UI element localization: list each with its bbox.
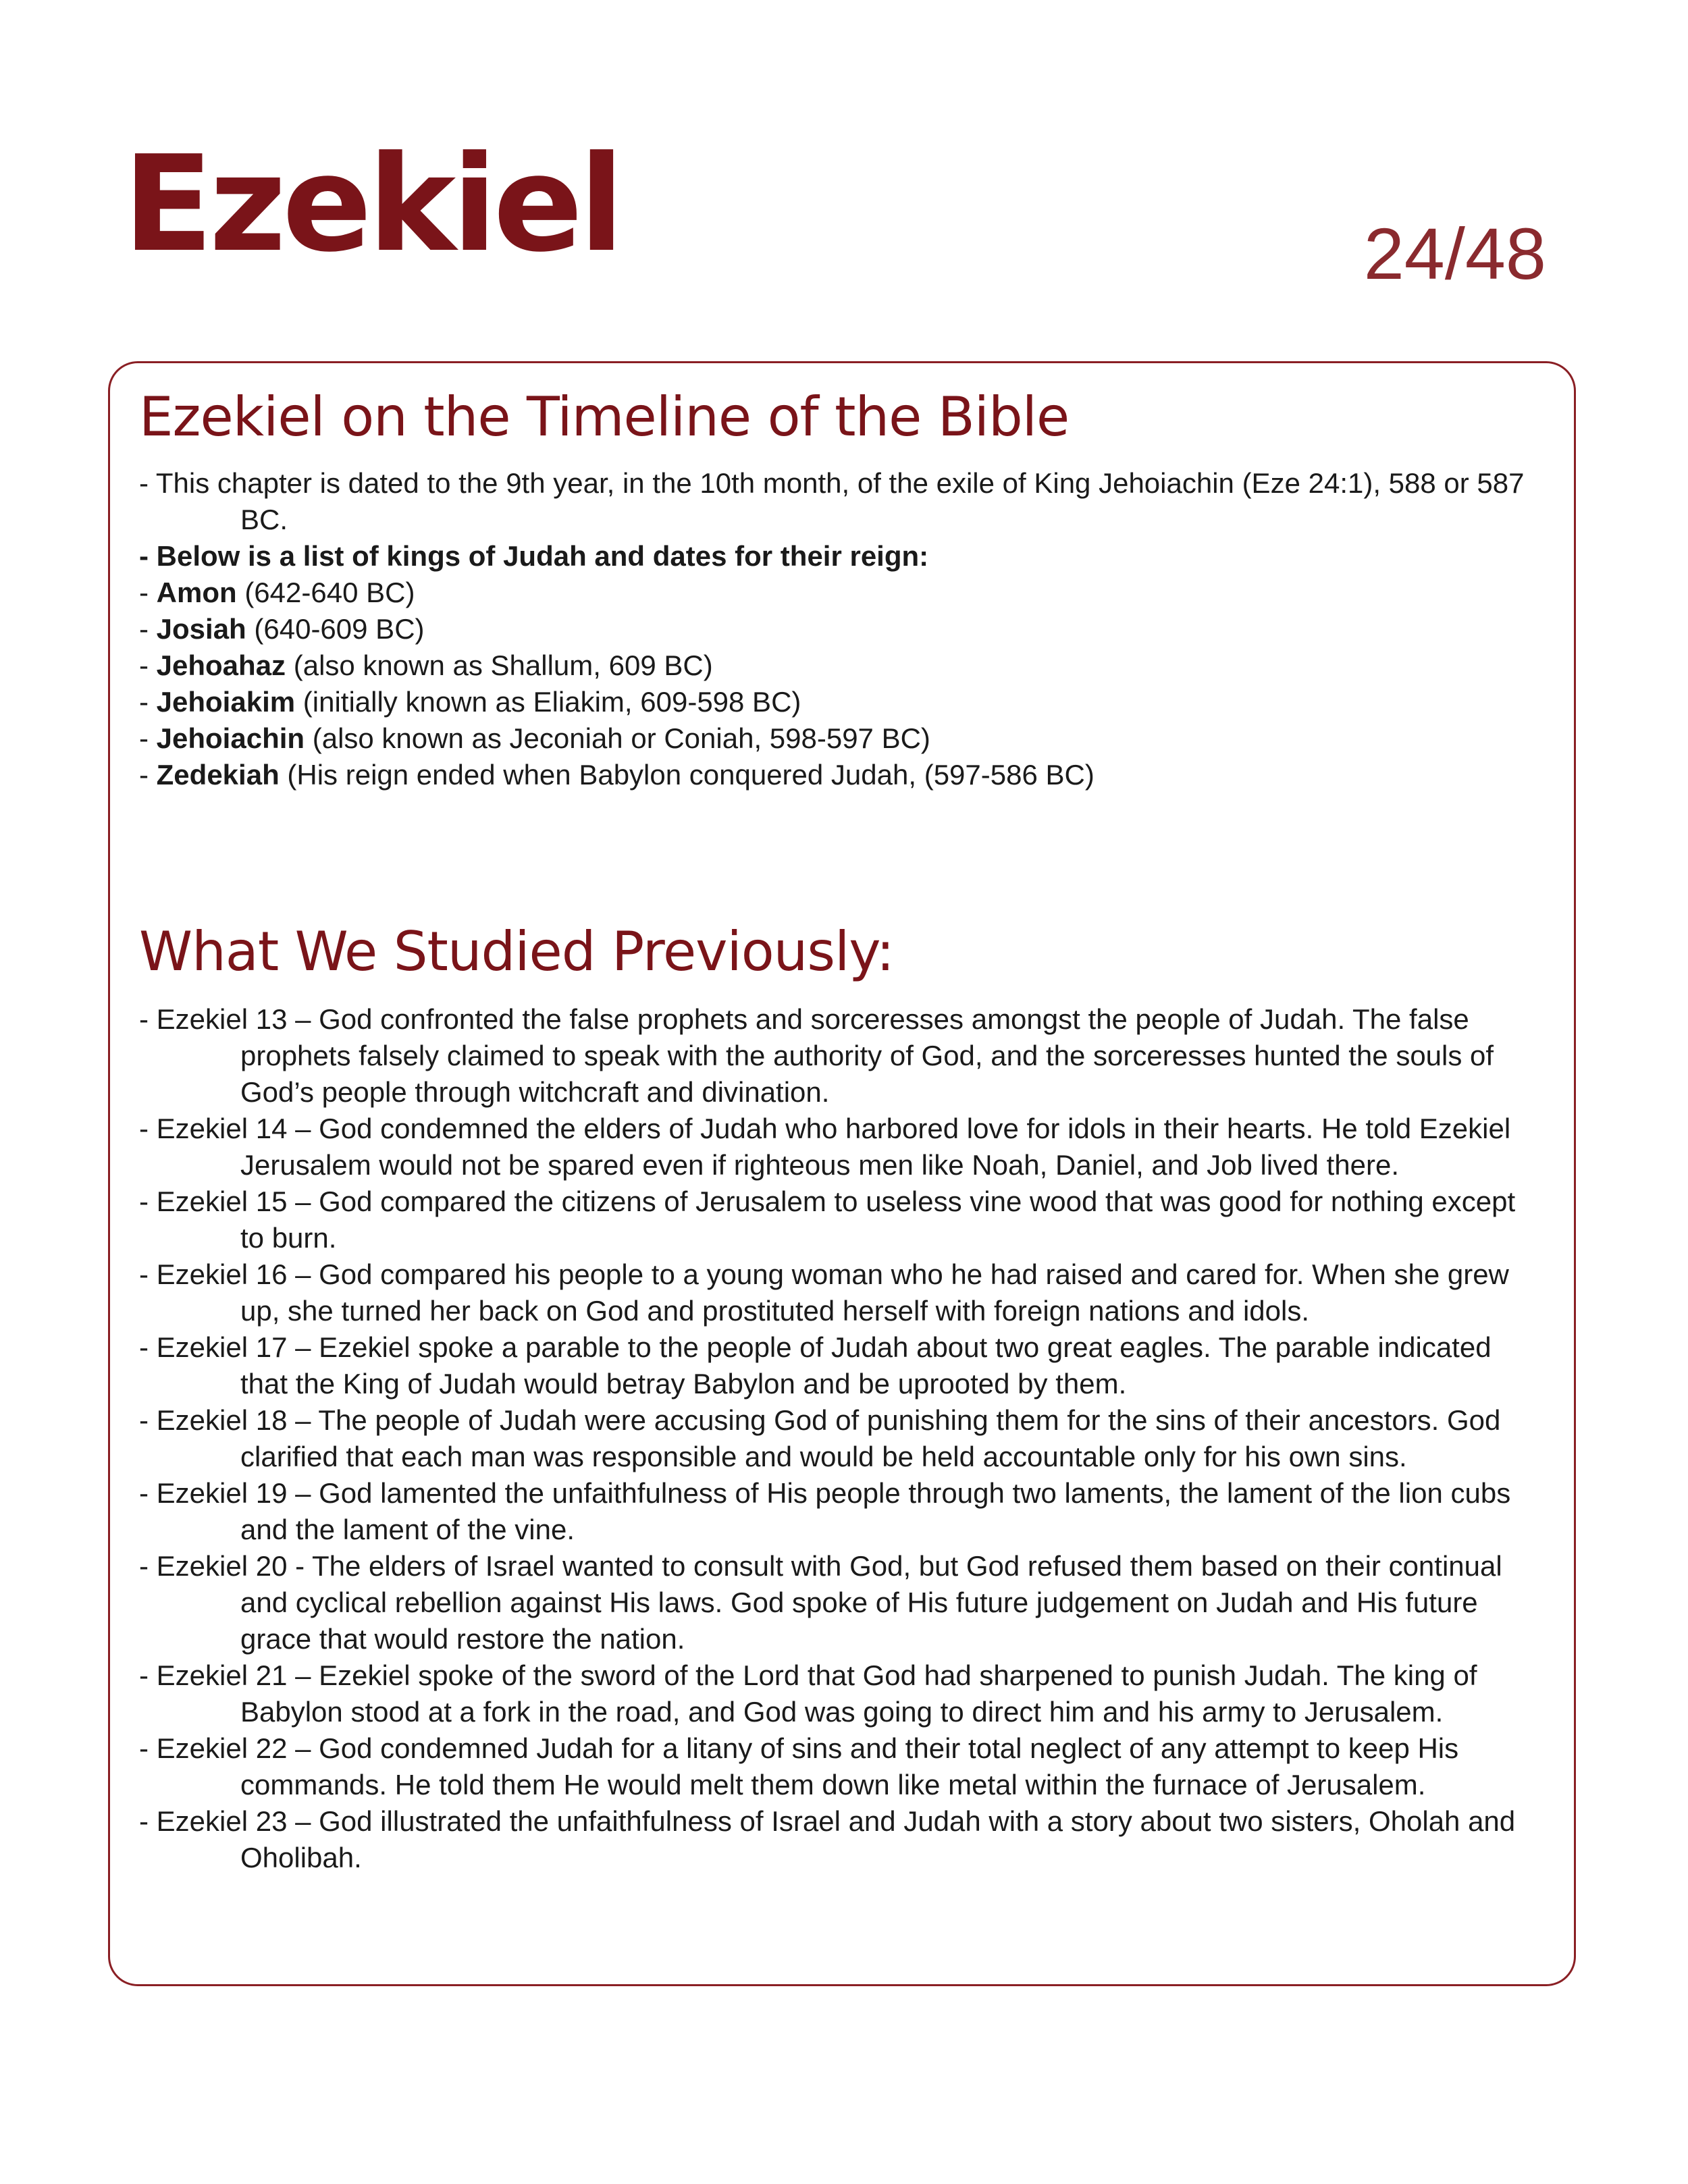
- list-item: - Ezekiel 19 – God lamented the unfaithfulness of His people through two laments, the lament of the lion cubs and the lament of the vine.: [139, 1477, 1511, 1545]
- king-prefix: -: [139, 759, 157, 791]
- king-prefix: -: [139, 649, 157, 681]
- king-prefix: -: [139, 613, 157, 645]
- list-item: - Ezekiel 21 – Ezekiel spoke of the sword of the Lord that God had sharpened to punish Judah. The king of Babylon stood at a fork in the road, and God was going to direct him and his army to Jerusalem.: [139, 1659, 1477, 1728]
- page-title: Ezekiel: [123, 128, 621, 282]
- king-name: Jehoiachin: [156, 722, 305, 754]
- king-item: [139, 720, 1544, 757]
- king-item: [139, 647, 1544, 684]
- king-name: Amon: [156, 577, 237, 608]
- list-item: - Ezekiel 23 – God illustrated the unfaithfulness of Israel and Judah with a story about two sisters, Oholah and Oholibah.: [139, 1805, 1516, 1873]
- king-item: [139, 575, 1544, 611]
- king-name: Jehoiakim: [156, 686, 296, 718]
- timeline-heading: Ezekiel on the Timeline of the Bible: [139, 385, 1070, 448]
- king-detail: (initially known as Eliakim, 609-598 BC): [295, 686, 801, 718]
- king-item: [139, 611, 1544, 647]
- list-item: - Ezekiel 15 – God compared the citizens of Jerusalem to useless vine wood that was good for nothing except to burn.: [139, 1186, 1516, 1254]
- timeline-intro: - This chapter is dated to the 9th year, in the 10th month, of the exile of King Jehoiachin (Eze 24:1), 588 or 587 BC.: [139, 467, 1525, 535]
- king-detail: (640-609 BC): [246, 613, 425, 645]
- king-name: Josiah: [156, 613, 246, 645]
- list-item: - Ezekiel 14 – God condemned the elders of Judah who harbored love for idols in their hearts. He told Ezekiel Jerusalem would not be spared even if righteous men like Noah, Daniel, and Job lived there.: [139, 1113, 1511, 1181]
- king-detail: (also known as Shallum, 609 BC): [286, 649, 713, 681]
- king-prefix: -: [139, 686, 157, 718]
- king-detail: (His reign ended when Babylon conquered Judah, (597-586 BC): [279, 759, 1094, 791]
- list-item: - Ezekiel 18 – The people of Judah were accusing God of punishing them for the sins of their ancestors. God clarified that each man was responsible and would be held accountable only for his own sins.: [139, 1404, 1501, 1472]
- king-detail: (642-640 BC): [236, 577, 415, 608]
- previous-list: [139, 1001, 1544, 1876]
- list-item: - Ezekiel 13 – God confronted the false prophets and sorceresses amongst the people of Judah. The false prophets falsely claimed to speak with the authority of God, and the sorceresses hunted the souls of God’s people through witchcraft and divination.: [139, 1003, 1494, 1108]
- list-item: - Ezekiel 20 - The elders of Israel wanted to consult with God, but God refused them based on their continual and cyclical rebellion against His laws. God spoke of His future judgement on Judah and His future grace that would restore the nation.: [139, 1550, 1502, 1655]
- king-detail: (also known as Jeconiah or Coniah, 598-597 BC): [305, 722, 930, 754]
- kings-list-heading: - Below is a list of kings of Judah and dates for their reign:: [139, 540, 929, 572]
- king-prefix: -: [139, 577, 157, 608]
- page-number: 24/48: [1363, 213, 1546, 294]
- king-prefix: -: [139, 722, 157, 754]
- list-item: - Ezekiel 22 – God condemned Judah for a litany of sins and their total neglect of any attempt to keep His commands. He told them He would melt them down like metal within the furnace of Jerusalem.: [139, 1732, 1459, 1801]
- king-item: [139, 757, 1544, 793]
- list-item: - Ezekiel 16 – God compared his people to a young woman who he had raised and cared for. When she grew up, she turned her back on God and prostituted herself with foreign nations and idols.: [139, 1258, 1509, 1327]
- king-item: [139, 684, 1544, 720]
- list-item: - Ezekiel 17 – Ezekiel spoke a parable to the people of Judah about two great eagles. The parable indicated that the King of Judah would betray Babylon and be uprooted by them.: [139, 1331, 1492, 1400]
- timeline-list: [139, 465, 1544, 793]
- king-name: Jehoahaz: [156, 649, 286, 681]
- king-name: Zedekiah: [156, 759, 280, 791]
- previous-heading: What We Studied Previously:: [139, 920, 894, 983]
